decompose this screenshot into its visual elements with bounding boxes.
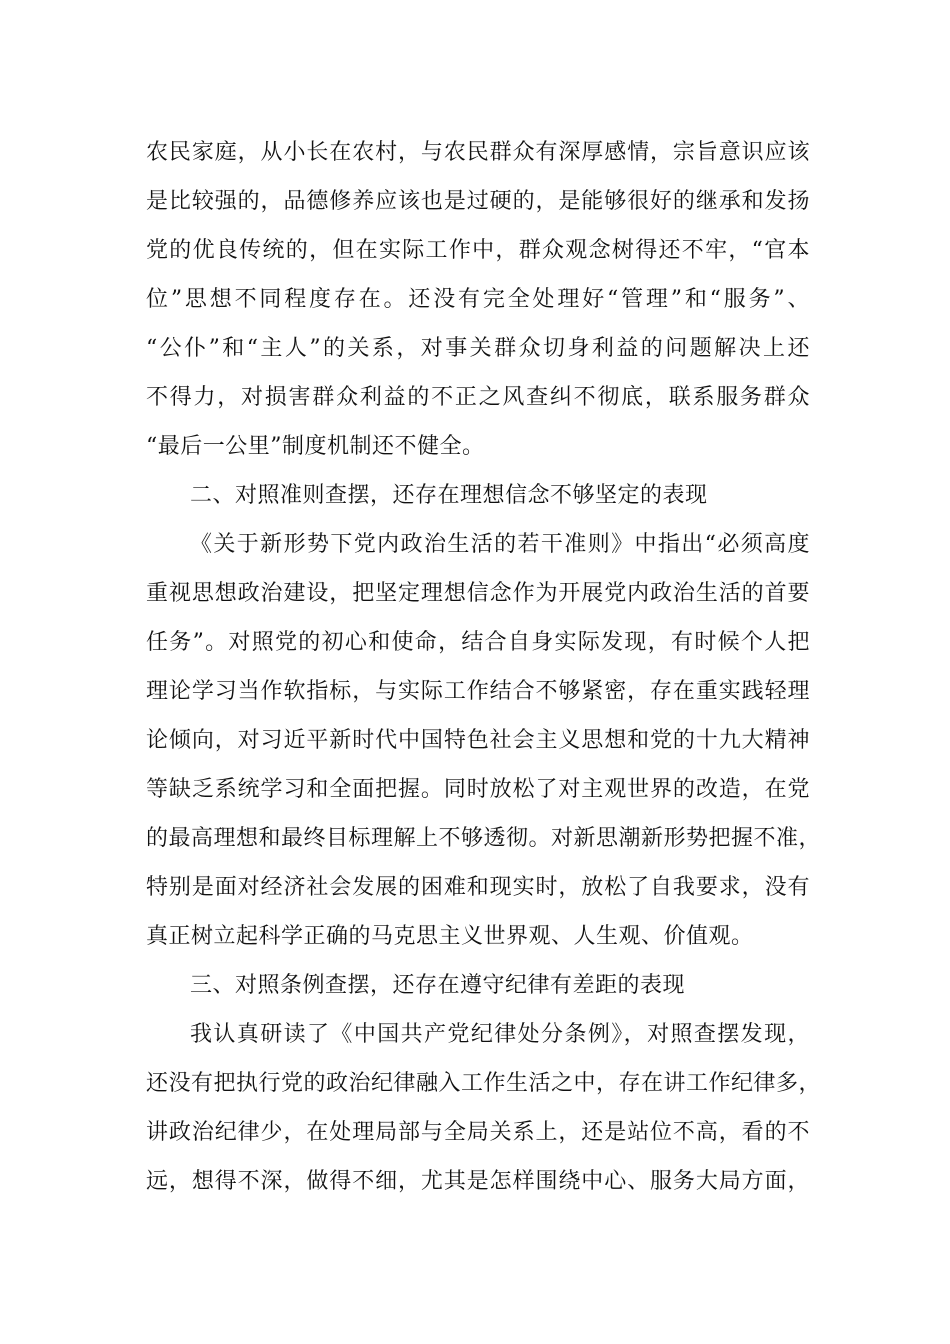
text-line: 讲政治纪律少，在处理局部与全局关系上，还是站位不高，看的不 xyxy=(146,1120,810,1145)
text-line: 农民家庭，从小长在农村，与农民群众有深厚感情，宗旨意识应该 xyxy=(146,140,810,165)
text-line: 重视思想政治建设，把坚定理想信念作为开展党内政治生活的首要 xyxy=(146,581,810,606)
text-line: 理论学习当作软指标，与实际工作结合不够紧密，存在重实践轻理 xyxy=(146,679,810,704)
text-line: 《关于新形势下党内政治生活的若干准则》中指出“必须高度 xyxy=(190,532,810,557)
section-heading: 二、对照准则查摆，还存在理想信念不够坚定的表现 xyxy=(190,483,708,508)
text-line: 不得力，对损害群众利益的不正之风查纠不彻底，联系服务群众 xyxy=(146,385,810,410)
text-line: 的最高理想和最终目标理解上不够透彻。对新思潮新形势把握不准， xyxy=(146,826,822,851)
text-line: 我认真研读了《中国共产党纪律处分条例》，对照查摆发现， xyxy=(190,1022,810,1047)
text-line: 特别是面对经济社会发展的困难和现实时，放松了自我要求，没有 xyxy=(146,875,810,900)
text-line: “公仆”和“主人”的关系，对事关群众切身利益的问题解决上还 xyxy=(146,336,810,361)
text-line: 是比较强的，品德修养应该也是过硬的，是能够很好的继承和发扬 xyxy=(146,189,810,214)
text-line: 任务”。对照党的初心和使命，结合自身实际发现，有时候个人把 xyxy=(146,630,810,655)
text-line: “最后一公里”制度机制还不健全。 xyxy=(146,434,485,459)
text-line: 还没有把执行党的政治纪律融入工作生活之中，存在讲工作纪律多， xyxy=(146,1071,822,1096)
text-line: 等缺乏系统学习和全面把握。同时放松了对主观世界的改造，在党 xyxy=(146,777,810,802)
text-line: 位”思想不同程度存在。还没有完全处理好“管理”和“服务”、 xyxy=(146,287,810,312)
text-line: 党的优良传统的，但在实际工作中，群众观念树得还不牢，“官本 xyxy=(146,238,810,263)
text-line: 远，想得不深，做得不细，尤其是怎样围绕中心、服务大局方面， xyxy=(146,1169,810,1194)
section-heading: 三、对照条例查摆，还存在遵守纪律有差距的表现 xyxy=(190,973,686,998)
text-line: 论倾向，对习近平新时代中国特色社会主义思想和党的十九大精神 xyxy=(146,728,810,753)
text-line: 真正树立起科学正确的马克思主义世界观、人生观、价值观。 xyxy=(146,924,754,949)
